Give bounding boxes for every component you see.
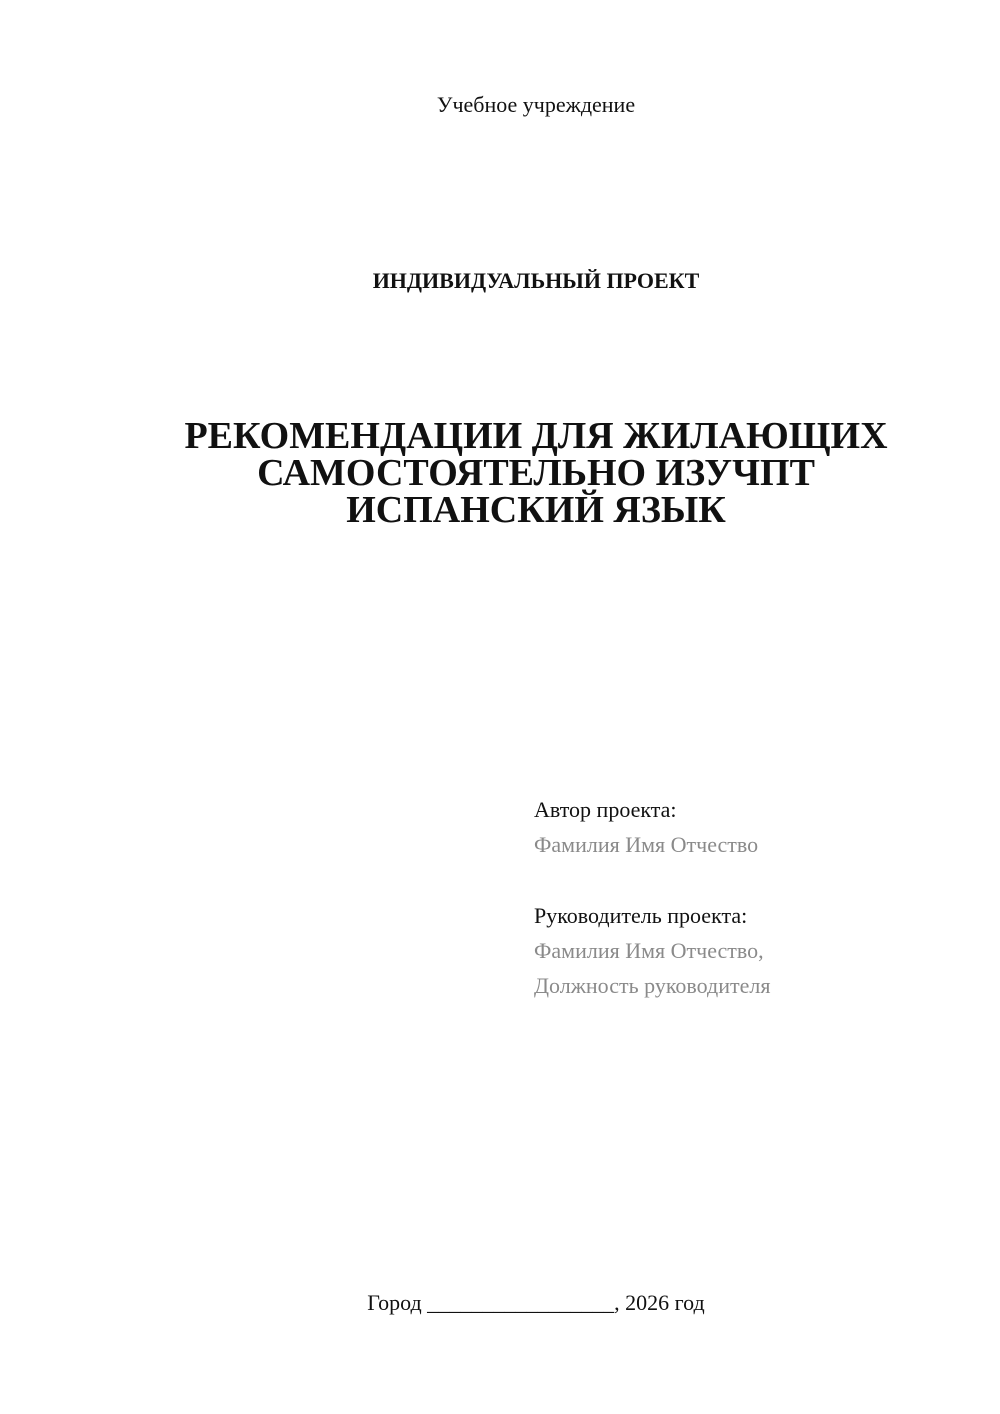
project-title-line: РЕКОМЕНДАЦИИ ДЛЯ ЖИЛАЮЩИХ bbox=[184, 415, 888, 457]
project-title-line: САМОСТОЯТЕЛЬНО ИЗУЧПТ bbox=[257, 452, 815, 494]
project-title-line: ИСПАНСКИЙ ЯЗЫК bbox=[346, 489, 726, 531]
author-name: Фамилия Имя Отчество bbox=[534, 832, 759, 857]
supervisor-block bbox=[534, 898, 770, 1003]
author-block bbox=[534, 792, 758, 862]
supervisor-label: Руководитель проекта: bbox=[534, 903, 748, 928]
institution-name: Учебное учреждение bbox=[436, 92, 636, 117]
supervisor-name: Фамилия Имя Отчество, bbox=[534, 938, 764, 963]
project-title bbox=[150, 415, 922, 531]
author-label: Автор проекта: bbox=[534, 797, 677, 822]
city-year-line bbox=[0, 1290, 1000, 1316]
year-text: , 2026 год bbox=[614, 1290, 705, 1315]
supervisor-position: Должность руководителя bbox=[534, 973, 771, 998]
city-blank: _________________ bbox=[427, 1290, 615, 1315]
project-type: ИНДИВИДУАЛЬНЫЙ ПРОЕКТ bbox=[372, 268, 700, 293]
city-label: Город bbox=[367, 1290, 422, 1315]
